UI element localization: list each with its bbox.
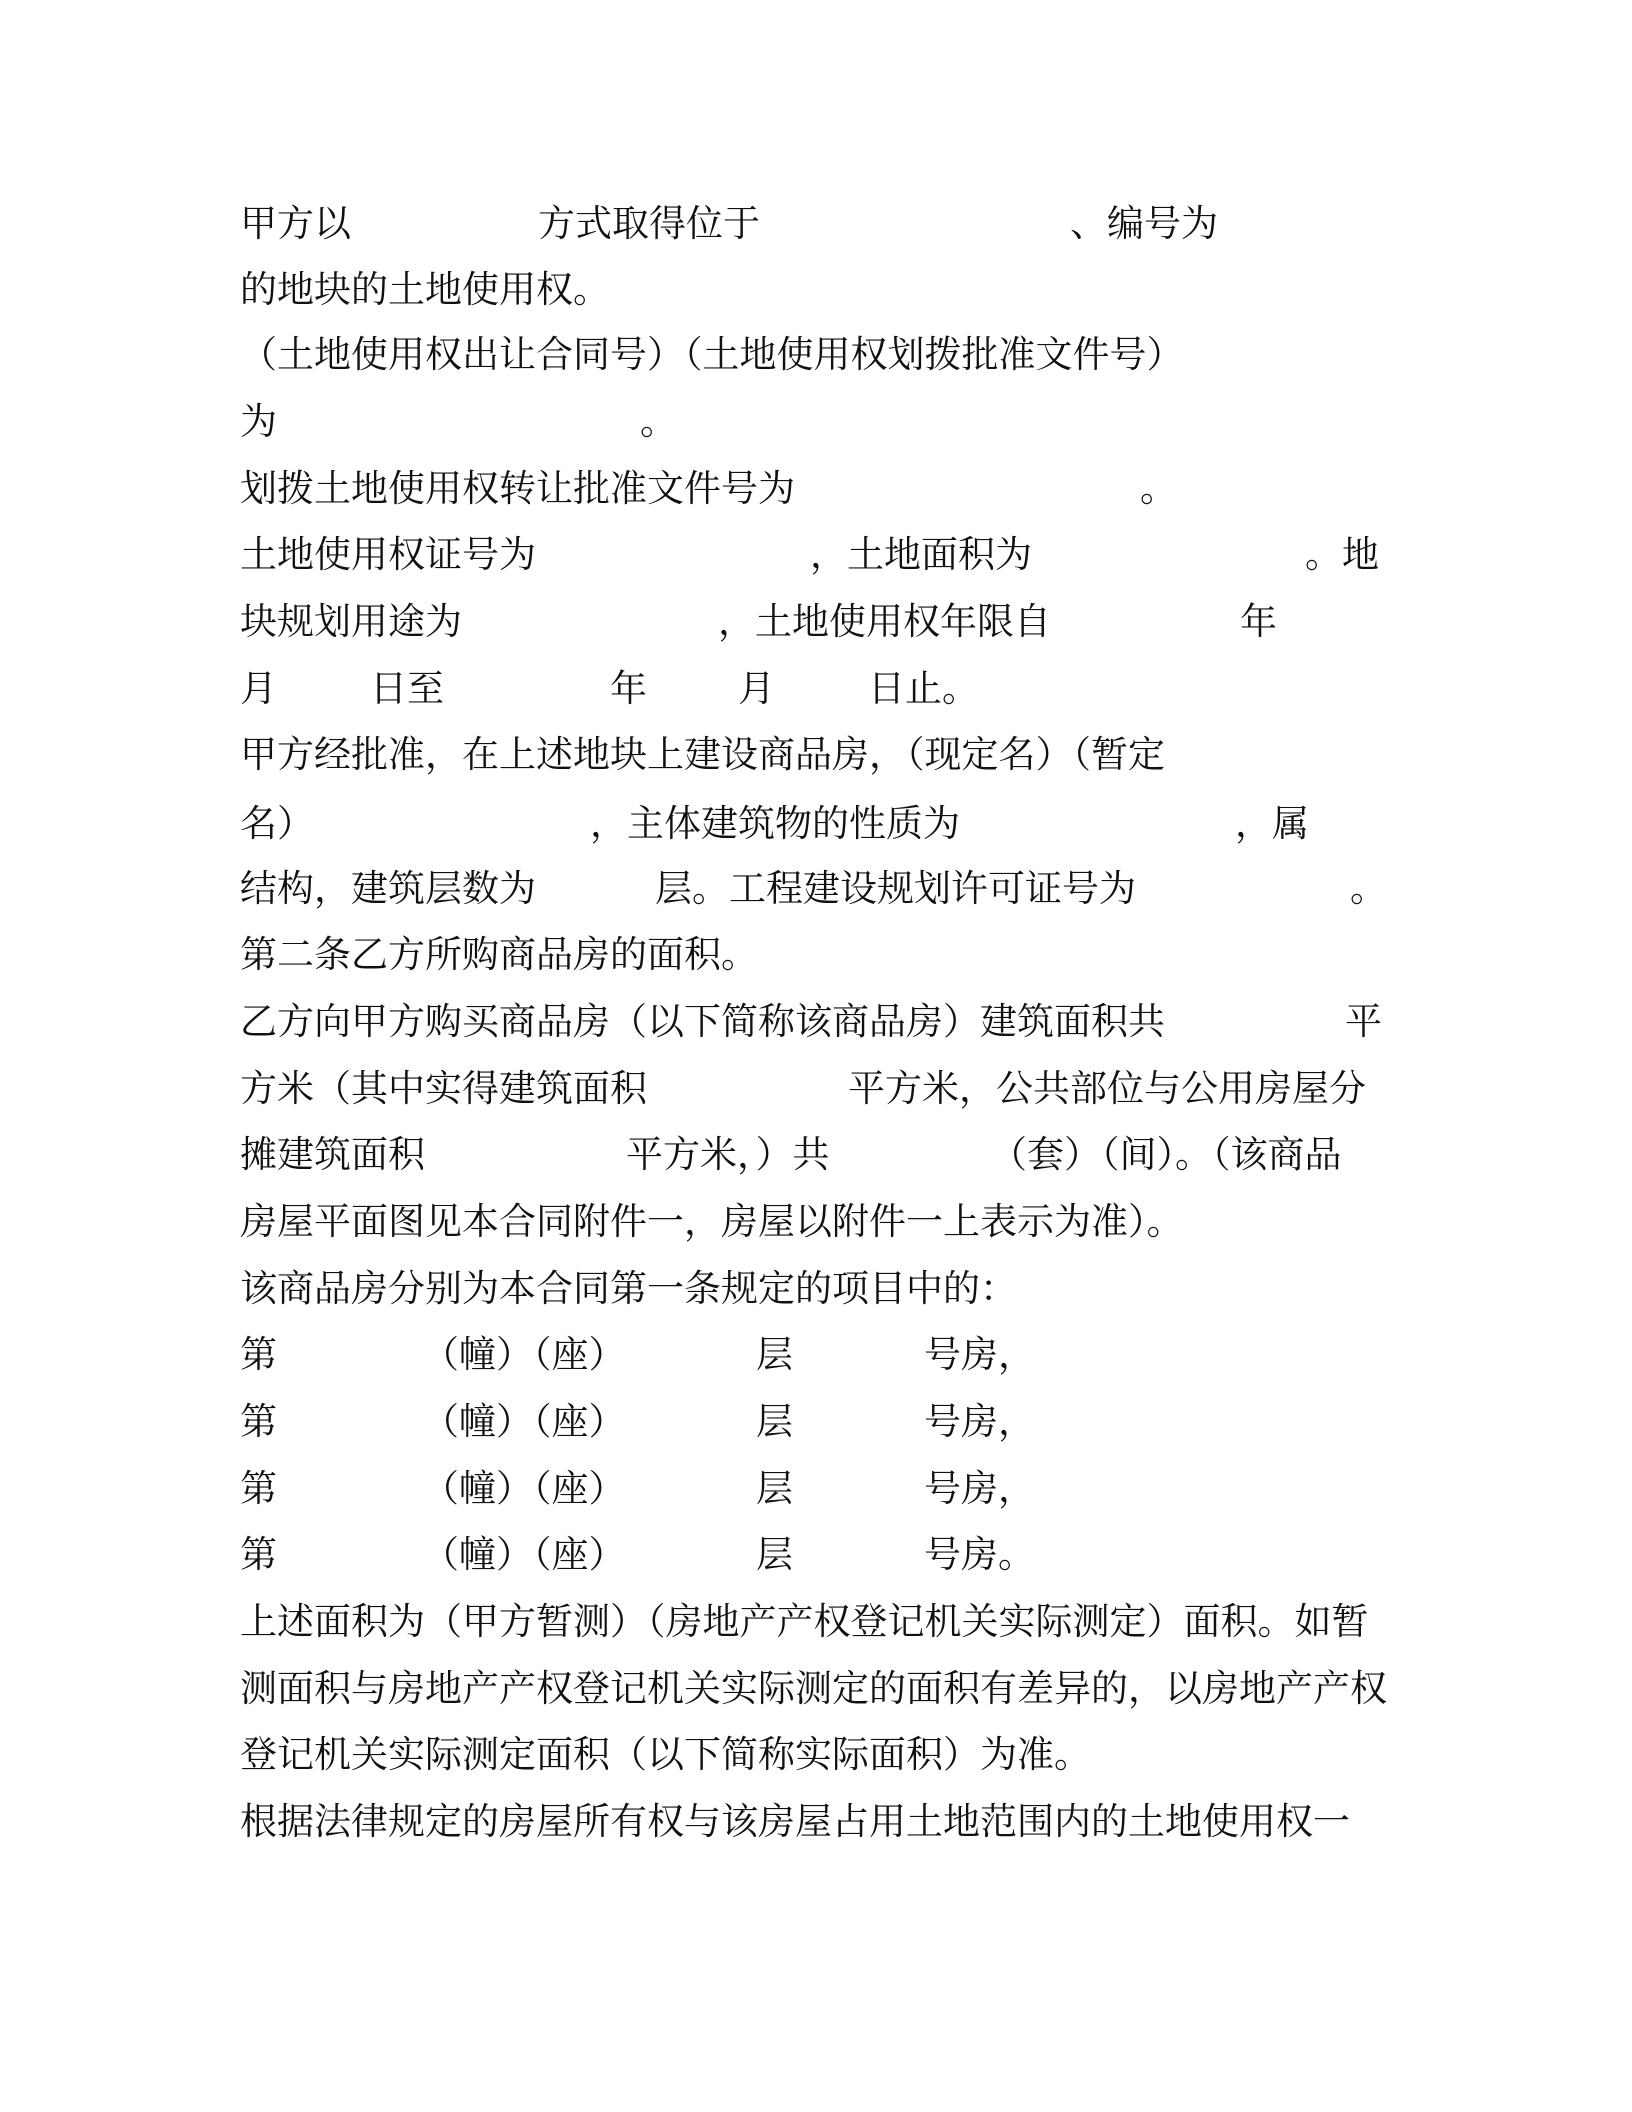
text-line: [0, 202, 1632, 246]
text-segment: 为: [240, 400, 277, 443]
text-segment: 甲方经批准，在上述地块上建设商品房，（现定名）（暂定: [240, 733, 1165, 776]
text-line: [0, 1200, 1632, 1244]
text-segment: 日止。: [868, 667, 979, 710]
text-segment: 乙方向甲方购买商品房（以下简称该商品房）建筑面积共: [240, 1000, 1165, 1043]
text-line: [0, 1333, 1632, 1377]
text-segment: 第: [240, 1533, 277, 1576]
text-segment: 甲方以: [240, 202, 351, 245]
text-segment: 登记机关实际测定面积（以下简称实际面积）为准。: [240, 1733, 1091, 1776]
text-segment: ，土地面积为: [810, 533, 1032, 576]
text-segment: 土地使用权证号为: [240, 533, 536, 576]
text-segment: （套）（间）。（该商品: [990, 1133, 1342, 1176]
text-segment: 号房，: [924, 1400, 1035, 1443]
text-segment: 层: [756, 1400, 793, 1443]
text-segment: 号房。: [924, 1533, 1035, 1576]
text-line: [0, 1000, 1632, 1044]
text-line: [0, 1467, 1632, 1511]
text-segment: 房屋平面图见本合同附件一，房屋以附件一上表示为准）。: [240, 1200, 1184, 1243]
text-segment: 该商品房分别为本合同第一条规定的项目中的：: [240, 1267, 1017, 1310]
text-line: [0, 802, 1632, 846]
text-line: [0, 1800, 1632, 1844]
text-segment: 层。工程建设规划许可证号为: [655, 867, 1136, 910]
text-line: [0, 667, 1632, 711]
text-segment: ，主体建筑物的性质为: [590, 802, 960, 845]
text-segment: 。地: [1305, 533, 1379, 576]
text-line: [0, 733, 1632, 777]
text-segment: 层: [756, 1467, 793, 1510]
text-line: [0, 268, 1632, 312]
text-segment: 测面积与房地产产权登记机关实际测定的面积有差异的，以房地产产权: [240, 1667, 1387, 1710]
text-segment: ，属: [1235, 802, 1309, 845]
text-segment: 第: [240, 1333, 277, 1376]
text-segment: （土地使用权出让合同号）（土地使用权划拨批准文件号）: [240, 333, 1184, 376]
text-line: [0, 467, 1632, 511]
text-segment: 层: [756, 1333, 793, 1376]
text-line: [0, 1400, 1632, 1444]
text-line: [0, 1533, 1632, 1577]
text-segment: （幢）（座）: [422, 1467, 626, 1510]
text-segment: 平方米，公共部位与公用房屋分: [848, 1067, 1366, 1110]
text-segment: ，土地使用权年限自: [718, 600, 1051, 643]
text-segment: 名）: [240, 802, 314, 845]
text-line: [0, 867, 1632, 911]
text-line: [0, 400, 1632, 444]
text-line: [0, 333, 1632, 377]
text-line: [0, 1733, 1632, 1777]
text-line: [0, 600, 1632, 644]
text-segment: 方式取得位于: [538, 202, 760, 245]
text-segment: （幢）（座）: [422, 1400, 626, 1443]
text-segment: 。: [1350, 867, 1387, 910]
text-segment: 日至: [370, 667, 444, 710]
text-segment: 层: [756, 1533, 793, 1576]
text-segment: 月: [240, 667, 277, 710]
text-segment: 根据法律规定的房屋所有权与该房屋占用土地范围内的土地使用权一: [240, 1800, 1350, 1843]
text-segment: 块规划用途为: [240, 600, 462, 643]
text-segment: 、编号为: [1070, 202, 1218, 245]
text-segment: 。: [640, 400, 677, 443]
text-segment: 年: [1240, 600, 1277, 643]
text-line: [0, 1267, 1632, 1311]
text-segment: 摊建筑面积: [240, 1133, 425, 1176]
text-segment: 上述面积为（甲方暂测）（房地产产权登记机关实际测定）面积。如暂: [240, 1600, 1369, 1643]
text-segment: 第: [240, 1400, 277, 1443]
text-segment: （幢）（座）: [422, 1533, 626, 1576]
text-segment: 月: [738, 667, 775, 710]
text-segment: 平: [1345, 1000, 1382, 1043]
text-segment: 划拨土地使用权转让批准文件号为: [240, 467, 795, 510]
text-segment: （幢）（座）: [422, 1333, 626, 1376]
text-segment: 年: [610, 667, 647, 710]
text-segment: 第: [240, 1467, 277, 1510]
text-line: [0, 933, 1632, 977]
text-line: [0, 1133, 1632, 1177]
text-segment: 平方米，）共: [626, 1133, 830, 1176]
text-line: [0, 1600, 1632, 1644]
text-line: [0, 1667, 1632, 1711]
text-line: [0, 533, 1632, 577]
text-line: [0, 1067, 1632, 1111]
text-segment: 。: [1140, 467, 1177, 510]
text-segment: 号房，: [924, 1467, 1035, 1510]
text-segment: 的地块的土地使用权。: [240, 268, 610, 311]
text-segment: 号房，: [924, 1333, 1035, 1376]
text-segment: 方米（其中实得建筑面积: [240, 1067, 647, 1110]
text-segment: 结构，建筑层数为: [240, 867, 536, 910]
text-segment: 第二条乙方所购商品房的面积。: [240, 933, 758, 976]
